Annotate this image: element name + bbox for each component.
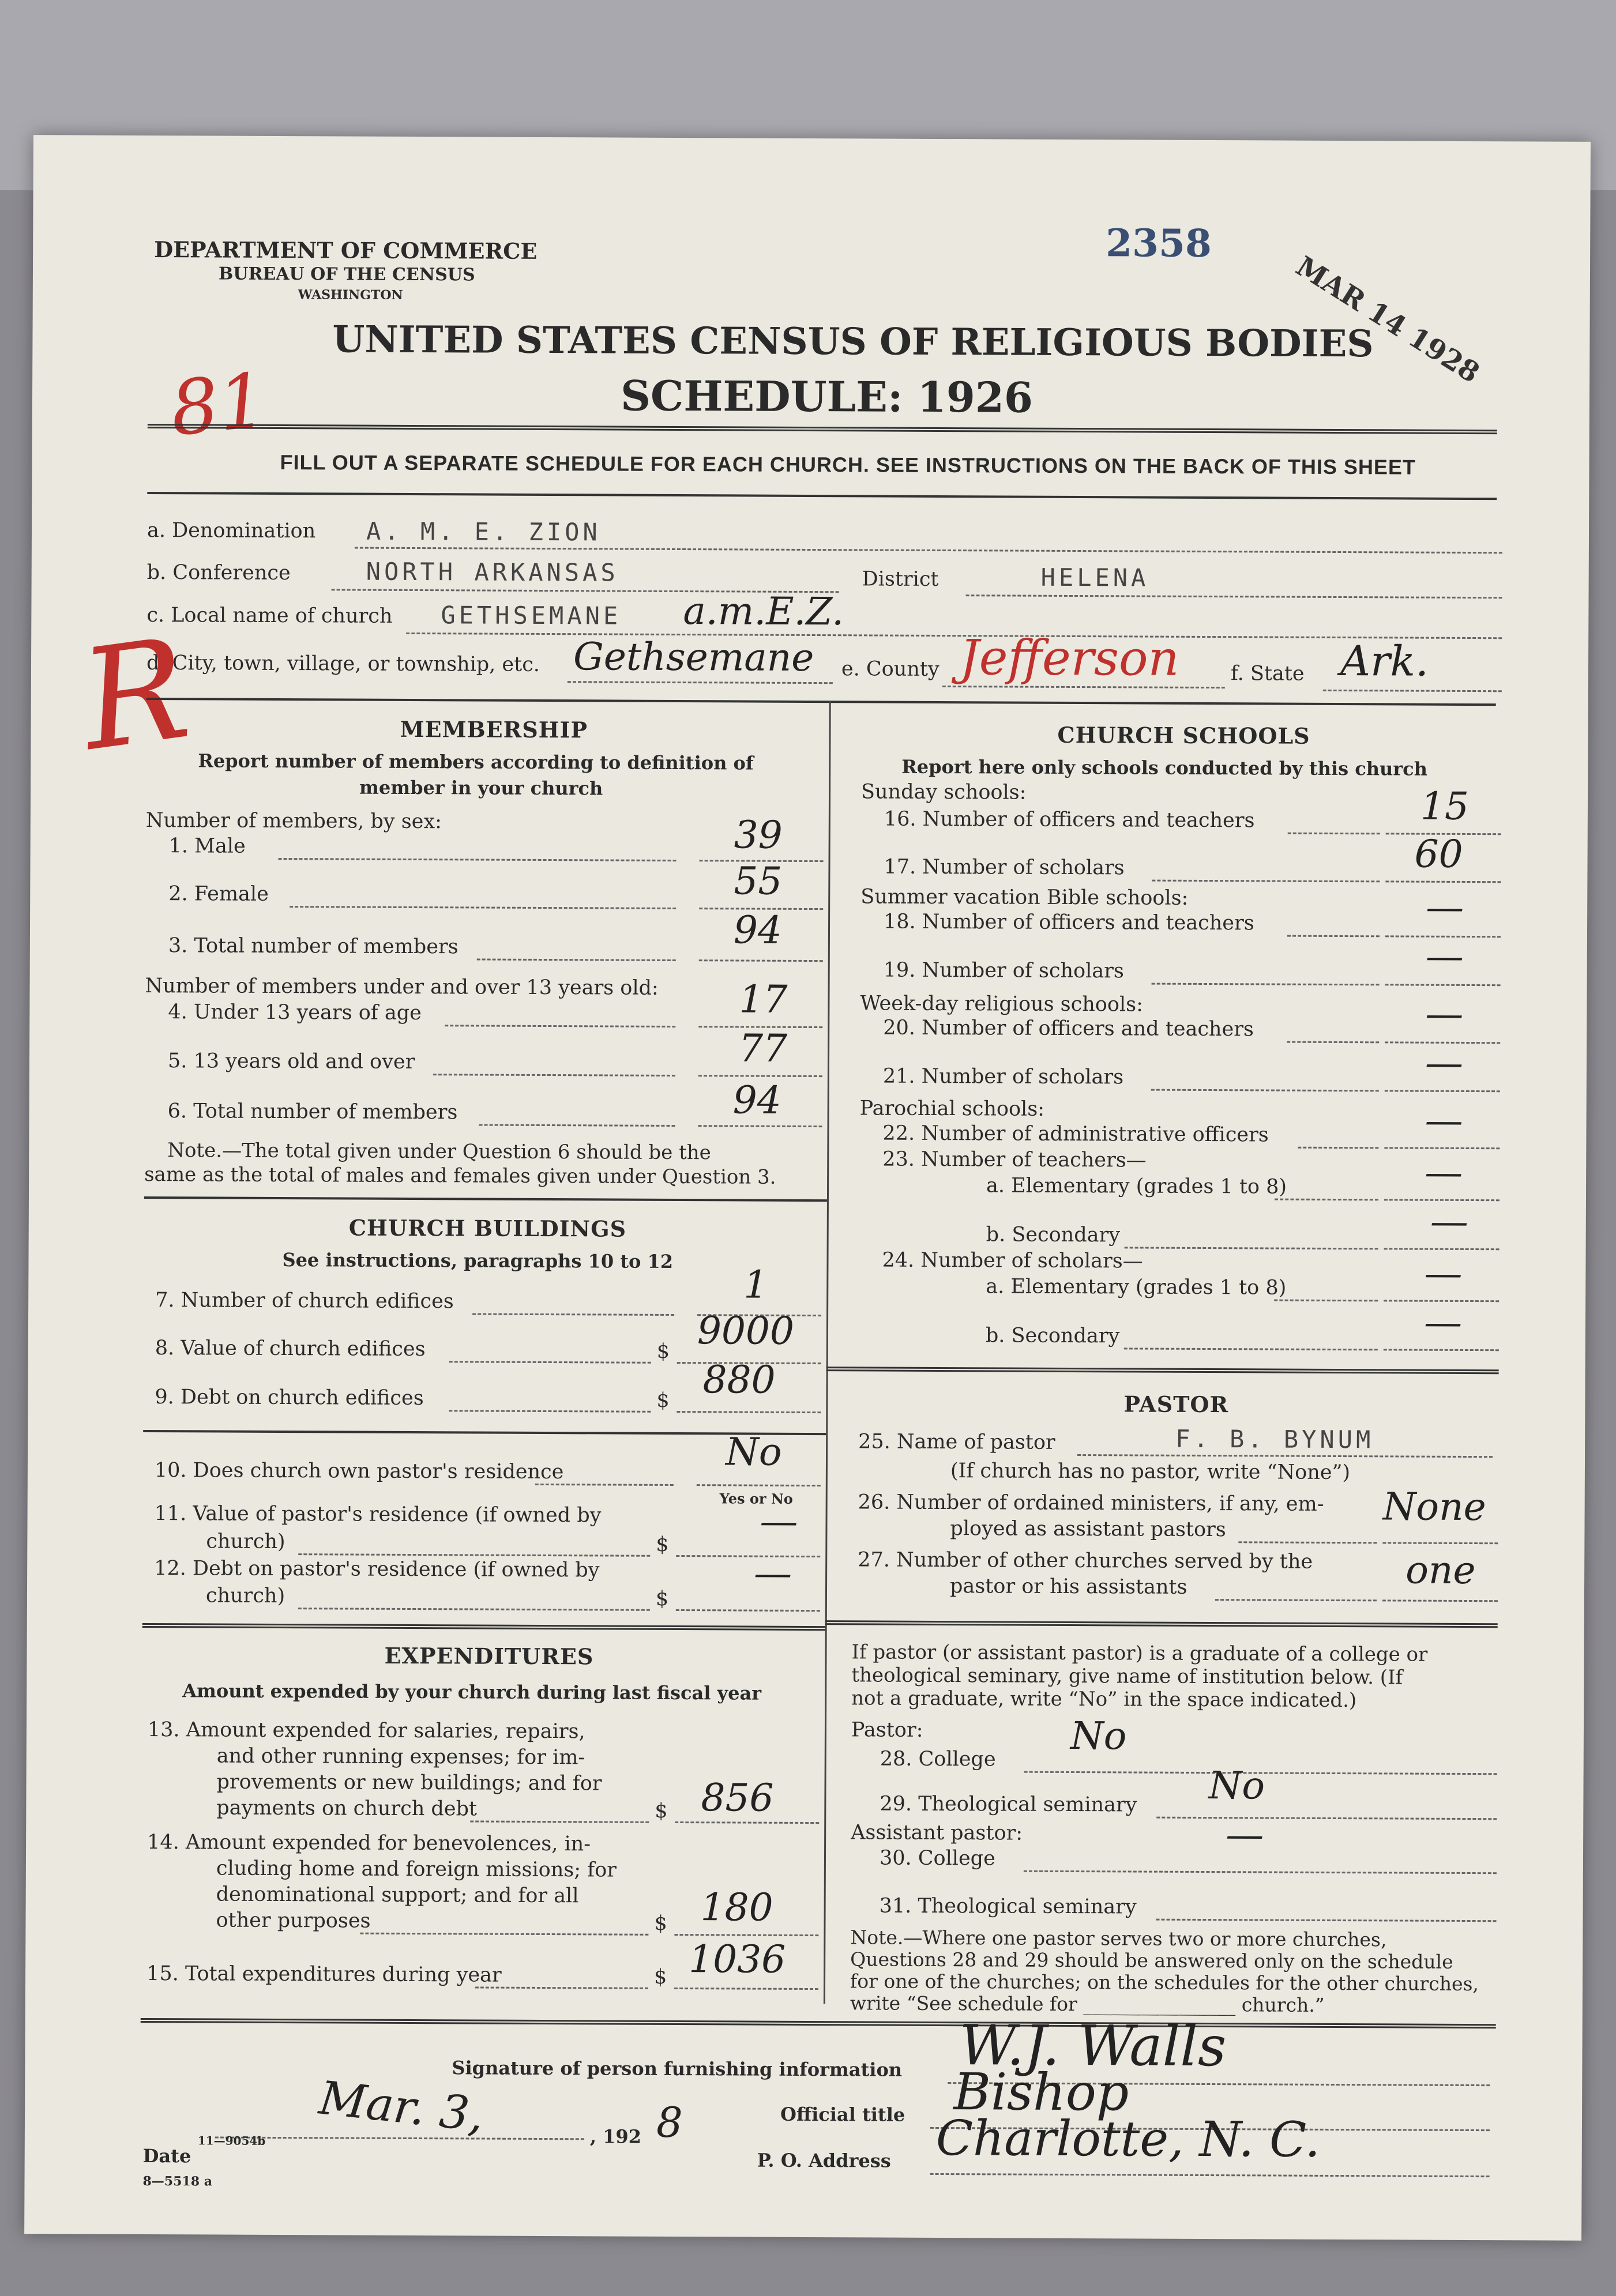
membership-heading: MEMBERSHIP <box>400 716 588 743</box>
date-value[interactable]: Mar. 3, <box>316 2071 487 2143</box>
q11-label-2: church) <box>206 1530 285 1554</box>
city-label: d. City, town, village, or township, etc. <box>146 651 540 676</box>
q15-dollar: $ <box>653 1965 667 1989</box>
q11-dollar: $ <box>656 1533 669 1556</box>
q25-label: 25. Name of pastor <box>858 1430 1055 1454</box>
county-value[interactable]: Jefferson <box>959 629 1179 687</box>
q13-label-3: provements or new buildings; and for <box>216 1770 602 1796</box>
q15-total-value[interactable]: 1036 <box>689 1937 786 1982</box>
pastor-note-4: write “See schedule for ________________ church.” <box>850 1992 1325 2016</box>
q14-label-4: other purposes <box>216 1909 371 1933</box>
q23a-value[interactable]: — <box>1425 1150 1463 1195</box>
sunday-schools-label: Sunday schools: <box>860 780 1027 804</box>
conference-value[interactable]: NORTH ARKANSAS <box>366 557 619 587</box>
q24a-value[interactable]: — <box>1424 1251 1463 1296</box>
q23a-label: a. Elementary (grades 1 to 8) <box>986 1174 1287 1199</box>
q13-value[interactable]: 856 <box>701 1775 774 1820</box>
q14-dollar: $ <box>654 1911 667 1935</box>
q23b-value[interactable]: — <box>1430 1199 1468 1244</box>
q1-label: 1. Male <box>168 834 246 858</box>
bureau-line: BUREAU OF THE CENSUS <box>218 264 475 285</box>
pastor-note: Note.—Where one pastor serves two or more churches, <box>850 1926 1387 1951</box>
q11-label: 11. Value of pastor's residence (if owned by <box>154 1502 602 1527</box>
q18-label: 18. Number of officers and teachers <box>883 910 1254 935</box>
pastor-note-3: for one of the churches; on the schedules for the other churches, <box>850 1970 1479 1996</box>
census-form-sheet <box>24 135 1591 2241</box>
q10-owns-residence-value[interactable]: No <box>725 1429 782 1474</box>
denomination-label: a. Denomination <box>146 518 316 543</box>
stamp-number: 2358 <box>1106 220 1212 266</box>
schools-subtitle: Report here only schools conducted by this church <box>901 755 1427 780</box>
membership-subtitle-2: member in your church <box>359 776 603 800</box>
q22-value[interactable]: — <box>1425 1098 1463 1143</box>
q31-label: 31. Theological seminary <box>879 1894 1137 1919</box>
q8-value-edifices[interactable]: 9000 <box>697 1308 795 1353</box>
q22-label: 22. Number of administrative officers <box>882 1121 1269 1147</box>
county-label: e. County <box>841 657 939 681</box>
q20-value[interactable]: — <box>1425 991 1464 1036</box>
summer-schools-label: Summer vacation Bible schools: <box>860 885 1189 910</box>
q13-label: 13. Amount expended for salaries, repairs, <box>147 1718 585 1744</box>
form-number: 8—5518 a <box>142 2173 213 2189</box>
conference-label: b. Conference <box>146 560 291 585</box>
q3-total-value[interactable]: 94 <box>733 908 783 953</box>
q10-label: 10. Does church own pastor's residence <box>154 1459 564 1484</box>
q29-label: 29. Theological seminary <box>880 1792 1137 1817</box>
q14-label: 14. Amount expended for benevolences, in- <box>147 1830 591 1856</box>
q14-label-3: denominational support; and for all <box>216 1883 579 1908</box>
district-value[interactable]: HELENA <box>1040 563 1149 592</box>
q17-label: 17. Number of scholars <box>884 855 1125 880</box>
q23-label: 23. Number of teachers— <box>882 1147 1147 1172</box>
q1-male-value[interactable]: 39 <box>734 812 783 857</box>
expenditures-heading: EXPENDITURES <box>384 1642 594 1670</box>
q19-label: 19. Number of scholars <box>883 958 1124 983</box>
instruction-line: FILL OUT A SEPARATE SCHEDULE FOR EACH CHURCH. SEE INSTRUCTIONS ON THE BACK OF THIS SHEET <box>280 450 1416 479</box>
q15-label: 15. Total expenditures during year <box>146 1962 502 1987</box>
q12-label: 12. Debt on pastor's residence (if owned by <box>154 1557 600 1582</box>
parochial-schools-label: Parochial schools: <box>859 1097 1045 1121</box>
q6-total-value[interactable]: 94 <box>732 1078 781 1123</box>
q26-label-2: ployed as assistant pastors <box>950 1517 1226 1542</box>
q26-label: 26. Number of ordained ministers, if any, em- <box>858 1490 1324 1516</box>
q5-13andover-value[interactable]: 77 <box>738 1026 788 1071</box>
instruction-rule <box>147 492 1497 500</box>
q9-dollar: $ <box>656 1388 670 1412</box>
po-address-label: P. O. Address <box>757 2149 891 2172</box>
q13-label-2: and other running expenses; for im- <box>216 1744 585 1770</box>
membership-note-2: same as the total of males and females given under Question 3. <box>144 1162 776 1189</box>
q21-label: 21. Number of scholars <box>882 1064 1124 1089</box>
pastor-note-2: Questions 28 and 29 should be answered only on the schedule <box>850 1948 1453 1973</box>
official-title-label: Official title <box>780 2103 905 2126</box>
membership-subtitle: Report number of members according to definition of <box>198 750 754 774</box>
q26-value[interactable]: None <box>1382 1484 1486 1530</box>
q24a-label: a. Elementary (grades 1 to 8) <box>986 1275 1287 1300</box>
q5-label: 5. 13 years old and over <box>167 1049 415 1074</box>
state-label: f. State <box>1230 662 1305 686</box>
official-title-value[interactable]: Bishop <box>953 2062 1129 2122</box>
weekday-schools-label: Week-day religious schools: <box>860 992 1144 1017</box>
red-mark-r: R <box>72 607 198 782</box>
q21-value[interactable]: — <box>1425 1040 1464 1085</box>
q7-label: 7. Number of church edifices <box>155 1289 454 1313</box>
city-value[interactable]: Gethsemane <box>573 634 814 680</box>
graduate-instructions: If pastor (or assistant pastor) is a graduate of a college or <box>851 1640 1428 1666</box>
q17-value[interactable]: 60 <box>1414 831 1463 876</box>
q13-label-4: payments on church debt <box>216 1796 478 1821</box>
signature-value[interactable]: W.J. Walls <box>959 2013 1227 2079</box>
membership-note: Note.—The total given under Question 6 should be the <box>167 1139 711 1165</box>
schedule-title: SCHEDULE: 1926 <box>620 371 1034 422</box>
q12-dollar: $ <box>655 1587 669 1610</box>
q24b-value[interactable]: — <box>1423 1300 1463 1345</box>
q18-value[interactable]: — <box>1426 884 1464 929</box>
q20-label: 20. Number of officers and teachers <box>883 1016 1254 1041</box>
q9-debt-value[interactable]: 880 <box>702 1357 776 1402</box>
q2-female-value[interactable]: 55 <box>734 859 783 904</box>
buildings-subtitle: See instructions, paragraphs 10 to 12 <box>282 1249 674 1273</box>
date-received-stamp: MAR 14 1928 <box>1290 250 1486 390</box>
district-label: District <box>862 567 939 591</box>
state-value[interactable]: Ark. <box>1340 637 1429 686</box>
red-mark-81: 81 <box>166 356 270 453</box>
q14-label-2: cluding home and foreign missions; for <box>216 1857 617 1882</box>
members-by-age-label: Number of members under and over 13 years old: <box>145 974 659 1000</box>
q7-edifices-value[interactable]: 1 <box>743 1262 768 1307</box>
q27-label-2: pastor or his assistants <box>949 1575 1187 1599</box>
q14-value[interactable]: 180 <box>700 1885 773 1930</box>
members-by-sex-label: Number of members, by sex: <box>145 808 442 834</box>
date-year-digit[interactable]: 8 <box>656 2098 683 2147</box>
q28-label: 28. College <box>880 1747 996 1771</box>
city-line: WASHINGTON <box>298 287 403 303</box>
print-number: 11—9054b <box>197 2133 266 2148</box>
date-year-prefix: , 192 <box>589 2125 642 2148</box>
buildings-heading: CHURCH BUILDINGS <box>348 1214 627 1242</box>
q24-label: 24. Number of scholars— <box>882 1248 1143 1273</box>
q30-value[interactable]: — <box>1226 1812 1264 1857</box>
q27-label: 27. Number of other churches served by the <box>858 1548 1313 1574</box>
q11-value[interactable]: — <box>760 1499 798 1544</box>
q24b-label: b. Secondary <box>985 1324 1120 1348</box>
q9-label: 9. Debt on church edifices <box>155 1386 424 1410</box>
graduate-instructions-2: theological seminary, give name of institution below. (If <box>851 1663 1403 1689</box>
signature-label: Signature of person furnishing information <box>452 2057 903 2081</box>
assistant-pastor-subheading: Assistant pastor: <box>851 1821 1023 1845</box>
q19-value[interactable]: — <box>1425 934 1464 978</box>
expenditures-subtitle: Amount expended by your church during last fiscal year <box>182 1680 762 1704</box>
column-divider <box>824 701 831 2004</box>
q8-dollar: $ <box>656 1339 670 1363</box>
date-label: Date <box>142 2144 191 2167</box>
pastor-heading: PASTOR <box>1123 1391 1229 1418</box>
q13-dollar: $ <box>655 1799 668 1823</box>
local-name-handwritten: a.m.E.Z. <box>683 589 844 634</box>
q3-label: 3. Total number of members <box>168 934 459 959</box>
q23b-label: b. Secondary <box>986 1223 1121 1247</box>
q16-label: 16. Number of officers and teachers <box>884 807 1255 833</box>
q16-value[interactable]: 15 <box>1420 784 1470 829</box>
po-address-value[interactable]: Charlotte, N. C. <box>935 2109 1321 2168</box>
q2-label: 2. Female <box>168 882 269 906</box>
denomination-value[interactable]: A. M. E. ZION <box>366 517 601 547</box>
graduate-instructions-3: not a graduate, write “No” in the space indicated.) <box>851 1687 1357 1712</box>
pastor-subheading: Pastor: <box>851 1718 923 1742</box>
dept-line: DEPARTMENT OF COMMERCE <box>154 236 538 264</box>
q25-note: (If church has no pastor, write “None”) <box>950 1459 1351 1485</box>
q25-pastor-name[interactable]: F. B. BYNUM <box>1175 1424 1374 1454</box>
local-name-value[interactable]: GETHSEMANE <box>441 601 622 630</box>
q12-value[interactable]: — <box>753 1550 792 1595</box>
form-title: UNITED STATES CENSUS OF RELIGIOUS BODIES <box>332 318 1374 366</box>
local-name-label: c. Local name of church <box>146 603 393 628</box>
header-rule <box>148 424 1497 434</box>
q8-label: 8. Value of church edifices <box>155 1337 426 1361</box>
yes-no-hint: Yes or No <box>719 1490 793 1507</box>
q4-under13-value[interactable]: 17 <box>739 977 788 1022</box>
q6-label: 6. Total number of members <box>167 1100 458 1124</box>
q27-value[interactable]: one <box>1405 1548 1476 1593</box>
q28-college-value[interactable]: No <box>1070 1713 1127 1759</box>
q4-label: 4. Under 13 years of age <box>168 1000 422 1025</box>
q30-label: 30. College <box>879 1846 995 1870</box>
schools-heading: CHURCH SCHOOLS <box>1057 721 1310 749</box>
q12-label-2: church) <box>205 1584 285 1608</box>
q29-seminary-value[interactable]: No <box>1208 1763 1265 1808</box>
